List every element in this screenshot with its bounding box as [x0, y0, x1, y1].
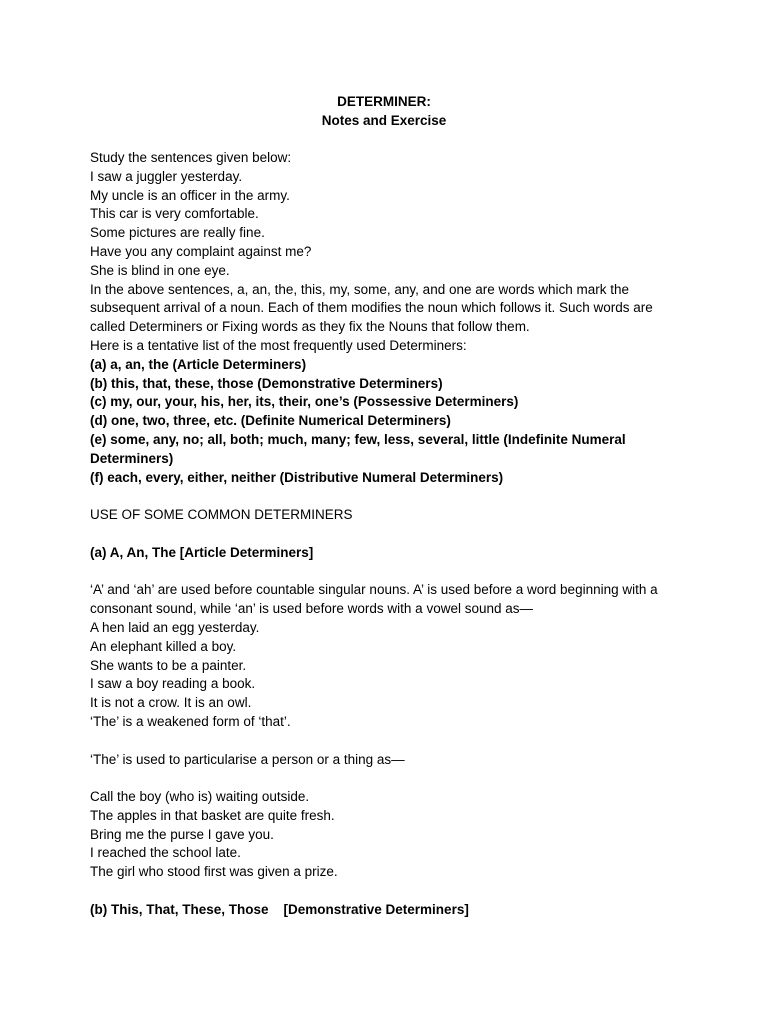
title-line-1: DETERMINER:: [337, 94, 431, 109]
determiner-list-item: (f) each, every, either, neither (Distributive Numeral Determiners): [90, 469, 504, 485]
intro-example: She is blind in one eye.: [90, 262, 230, 278]
section-a-example: A hen laid an egg yesterday.: [90, 619, 260, 635]
section-a-the-example: Bring me the purse I gave you.: [90, 826, 274, 842]
section-a-example: She wants to be a painter.: [90, 657, 247, 673]
spacer: [90, 732, 690, 751]
section-heading: USE OF SOME COMMON DETERMINERS: [90, 507, 353, 523]
list-lead: Here is a tentative list of the most frequently used Determiners:: [90, 337, 467, 353]
determiner-list-item: (b) this, that, these, those (Demonstrative Determiners): [90, 375, 443, 391]
section-a-the-example: I reached the school late.: [90, 845, 241, 861]
determiner-list-item: (c) my, our, your, his, her, its, their, one’s (Possessive Determiners): [90, 394, 519, 410]
intro-explanation: In the above sentences, a, an, the, this, my, some, any, and one are words which mark the subsequent arrival of a noun. Each of them modifies the noun which follows it. Such words are called Determiners or Fixing words as they fix the Nouns that follow them.: [90, 281, 653, 335]
title-line-2: Notes and Exercise: [321, 113, 447, 128]
intro-example: This car is very comfortable.: [90, 206, 259, 222]
determiner-list-item: (e) some, any, no; all, both; much, many; few, less, several, little (Indefinite Numeral Determiners): [90, 431, 626, 466]
spacer: [90, 769, 690, 788]
section-a-the-rule: ‘The’ is used to particularise a person or a thing as—: [90, 751, 405, 767]
spacer: [90, 563, 690, 582]
section-a-example: ‘The’ is a weakened form of ‘that’.: [90, 713, 291, 729]
intro-example: My uncle is an officer in the army.: [90, 187, 290, 203]
spacer: [90, 882, 690, 901]
section-a-example: I saw a boy reading a book.: [90, 676, 256, 692]
section-a-the-example: Call the boy (who is) waiting outside.: [90, 789, 310, 805]
determiner-list-item: (a) a, an, the (Article Determiners): [90, 356, 307, 372]
document-body: [90, 149, 690, 920]
spacer: [90, 525, 690, 544]
section-b-heading: (b) This, That, These, Those [Demonstrative Determiners]: [90, 901, 469, 917]
section-a-the-example: The girl who stood first was given a prize.: [90, 864, 338, 880]
intro-example: I saw a juggler yesterday.: [90, 168, 243, 184]
document-title: [0, 92, 768, 130]
section-a-rule: ‘A’ and ‘ah’ are used before countable singular nouns. A’ is used before a word beginning with a consonant sound, while ‘an’ is used before words with a vowel sound as—: [90, 582, 658, 617]
section-a-heading: (a) A, An, The [Article Determiners]: [90, 544, 314, 560]
determiner-list-item: (d) one, two, three, etc. (Definite Numerical Determiners): [90, 413, 451, 429]
intro-example: Have you any complaint against me?: [90, 243, 312, 259]
spacer: [90, 487, 690, 506]
intro-lead: Study the sentences given below:: [90, 150, 292, 165]
section-a-the-example: The apples in that basket are quite fresh.: [90, 807, 335, 823]
section-a-example: An elephant killed a boy.: [90, 638, 237, 654]
intro-example: Some pictures are really fine.: [90, 225, 265, 241]
section-a-example: It is not a crow. It is an owl.: [90, 695, 252, 711]
